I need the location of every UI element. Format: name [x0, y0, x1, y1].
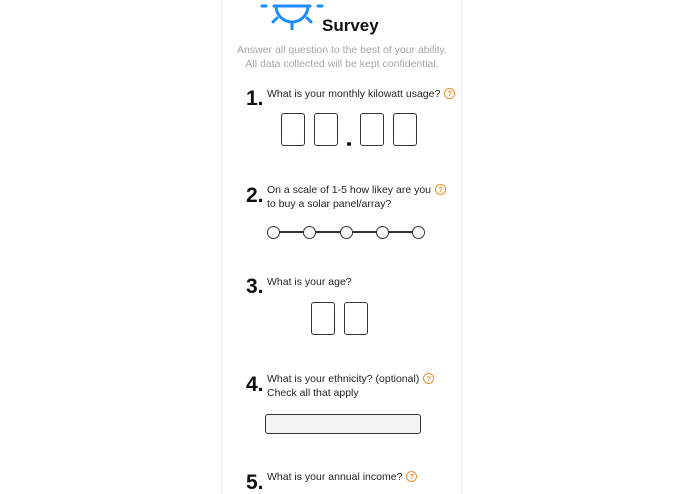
age-digit-input[interactable]	[344, 302, 368, 335]
question-text	[267, 88, 455, 102]
question-text	[267, 471, 417, 485]
ethnicity-select[interactable]	[265, 414, 421, 434]
help-icon[interactable]: ?	[406, 471, 417, 482]
scale-option-5[interactable]	[412, 226, 425, 239]
question-line: On a scale of 1-5 how likey are you	[267, 184, 432, 196]
kilowatt-digit-input[interactable]	[393, 113, 417, 146]
scale-option-1[interactable]	[267, 226, 280, 239]
scale-option-3[interactable]	[340, 226, 353, 239]
help-icon[interactable]: ?	[423, 373, 434, 384]
question-text	[267, 276, 352, 290]
question-text	[267, 373, 434, 400]
question-text	[267, 184, 446, 211]
help-icon[interactable]: ?	[435, 184, 446, 195]
question-line: What is your annual income?	[267, 471, 403, 483]
scale-option-2[interactable]	[303, 226, 316, 239]
question-number: 5.	[246, 471, 264, 494]
page-title: Survey	[322, 16, 379, 35]
scale-option-4[interactable]	[376, 226, 389, 239]
page-left-border	[221, 0, 222, 494]
page-right-border	[461, 0, 462, 494]
question-number: 1.	[246, 87, 264, 110]
question-number: 2.	[246, 184, 264, 207]
question-line: What is your ethnicity? (optional)	[267, 373, 420, 385]
age-digit-input[interactable]	[311, 302, 335, 335]
kilowatt-digit-input[interactable]	[314, 113, 338, 146]
help-icon[interactable]: ?	[444, 88, 455, 99]
subtitle-line: Answer all question to the best of your ability.	[237, 44, 447, 56]
question-line: to buy a solar panel/array?	[267, 197, 392, 210]
kilowatt-digit-input[interactable]	[360, 113, 384, 146]
question-number: 3.	[246, 275, 264, 298]
subtitle-line: All data collected will be kept confidential.	[245, 58, 439, 70]
sun-icon	[260, 0, 324, 30]
decimal-point	[347, 142, 351, 146]
question-number: 4.	[246, 373, 264, 396]
question-line: What is your age?	[267, 276, 352, 288]
question-line: Check all that apply	[267, 386, 359, 399]
question-line: What is your monthly kilowatt usage?	[267, 88, 441, 100]
survey-instructions	[222, 43, 462, 71]
kilowatt-digit-input[interactable]	[281, 113, 305, 146]
